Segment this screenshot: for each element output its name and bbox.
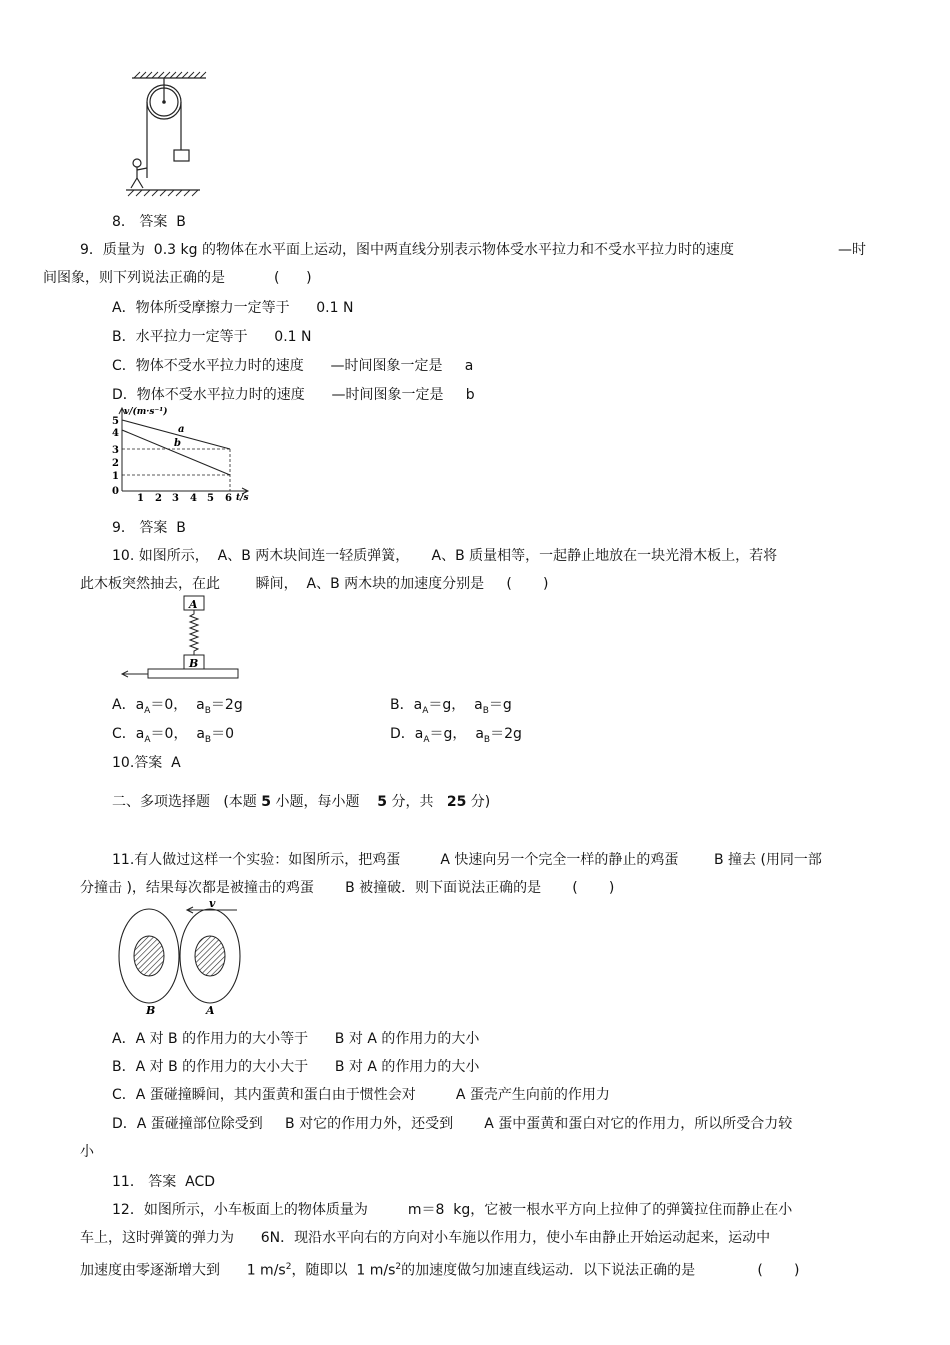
q10-stem-line1: 10. 如图所示， A、B 两木块间连一轻质弹簧， A、B 质量相等，一起静止地放在一块光滑木板上，若将 [112,548,778,564]
egg-a-label: A [206,1004,215,1017]
x-tick-3: 3 [172,493,179,504]
q10-option-a: A．$a_A=0$， $a_B=2g$ [112,697,243,716]
q9-option-d: D．物体不受水平拉力时的速度 —时间图象一定是 b [112,387,475,403]
q12-stem-line1: 12．如图所示，小车板面上的物体质量为 m＝8 kg，它被一根水平方向上拉伸了的弹簧拉住而静止在小 [112,1202,793,1218]
q9-stem-line1-tail: —时 [838,242,866,258]
graph-x-label: t/s [236,493,249,503]
x-tick-2: 2 [155,493,162,504]
q10-option-d: D．$a_A=g$， $a_B=2g$ [390,726,522,745]
q9-answer: 9． 答案 B [112,520,186,536]
x-tick-6: 6 [225,493,232,504]
q8-answer: 8． 答案 B [112,214,186,230]
q12-stem-line3: 加速度由零逐渐增大到 1 $m/s^2$，随即以 1 $m/s^2$的加速度做匀加速直线运动．以下说法正确的是 ( ) [80,1262,800,1279]
x-tick-4: 4 [190,493,197,504]
pulley-figure [110,70,220,200]
eggs-figure [115,896,245,1018]
velocity-time-graph [108,405,258,505]
q11-option-d-tail: 小 [80,1144,94,1160]
line-b-label: b [174,438,181,449]
line-a-label: a [178,424,185,435]
y-tick-3: 3 [112,445,119,456]
block-a-label: A [189,598,198,611]
y-tick-5: 5 [112,416,119,427]
q9-option-a: A．物体所受摩擦力一定等于 0.1 N [112,300,354,316]
block-b-label: B [189,657,199,670]
graph-y-label: v/(m·s⁻¹) [124,407,168,417]
q10-answer: 10.答案 A [112,755,181,771]
q11-option-c: C．A 蛋碰撞瞬间，其内蛋黄和蛋白由于惯性会对 A 蛋壳产生向前的作用力 [112,1087,610,1103]
q11-answer: 11． 答案 ACD [112,1174,216,1190]
q10-option-c: C．$a_A=0$， $a_B=0$ [112,726,235,745]
y-tick-0: 0 [112,486,119,497]
y-tick-4: 4 [112,428,119,439]
q11-option-a: A．A 对 B 的作用力的大小等于 B 对 A 的作用力的大小 [112,1031,480,1047]
q9-option-c: C．物体不受水平拉力时的速度 —时间图象一定是 a [112,358,474,374]
q10-stem-line2: 此木板突然抽去，在此 瞬间， A、B 两木块的加速度分别是 ( ) [80,576,549,592]
q10-option-b: B．$a_A=g$， $a_B=g$ [390,697,512,716]
q11-stem-line2: 分撞击 )，结果每次都是被撞击的鸡蛋 B 被撞破．则下面说法正确的是 ( ) [80,880,615,896]
q11-option-b: B．A 对 B 的作用力的大小大于 B 对 A 的作用力的大小 [112,1059,480,1075]
y-tick-2: 2 [112,458,119,469]
section2-heading: 二、多项选择题 (本题 5 小题，每小题 5 分，共 25 分) [112,794,491,810]
q11-stem-line1: 11.有人做过这样一个实验：如图所示，把鸡蛋 A 快速向另一个完全一样的静止的鸡蛋 B 撞去 (用同一部 [112,852,822,868]
x-tick-5: 5 [207,493,214,504]
x-tick-1: 1 [137,493,144,504]
q9-stem-line2: 间图象，则下列说法正确的是 ( ) [43,270,312,286]
y-tick-1: 1 [112,471,119,482]
q12-stem-line2: 车上，这时弹簧的弹力为 6N．现沿水平向右的方向对小车施以作用力，使小车由静止开始运动起来，运动中 [80,1230,771,1246]
egg-b-label: B [146,1004,156,1017]
velocity-label: v [209,897,216,910]
spring-blocks-figure [116,594,246,686]
q9-option-b: B．水平拉力一定等于 0.1 N [112,329,312,345]
q9-stem-line1: 9．质量为 0.3 kg 的物体在水平面上运动，图中两直线分别表示物体受水平拉力和不受水平拉力时的速度 [80,242,734,258]
q11-option-d: D．A 蛋碰撞部位除受到 B 对它的作用力外，还受到 A 蛋中蛋黄和蛋白对它的作用力，所以所受合力较 [112,1116,793,1132]
